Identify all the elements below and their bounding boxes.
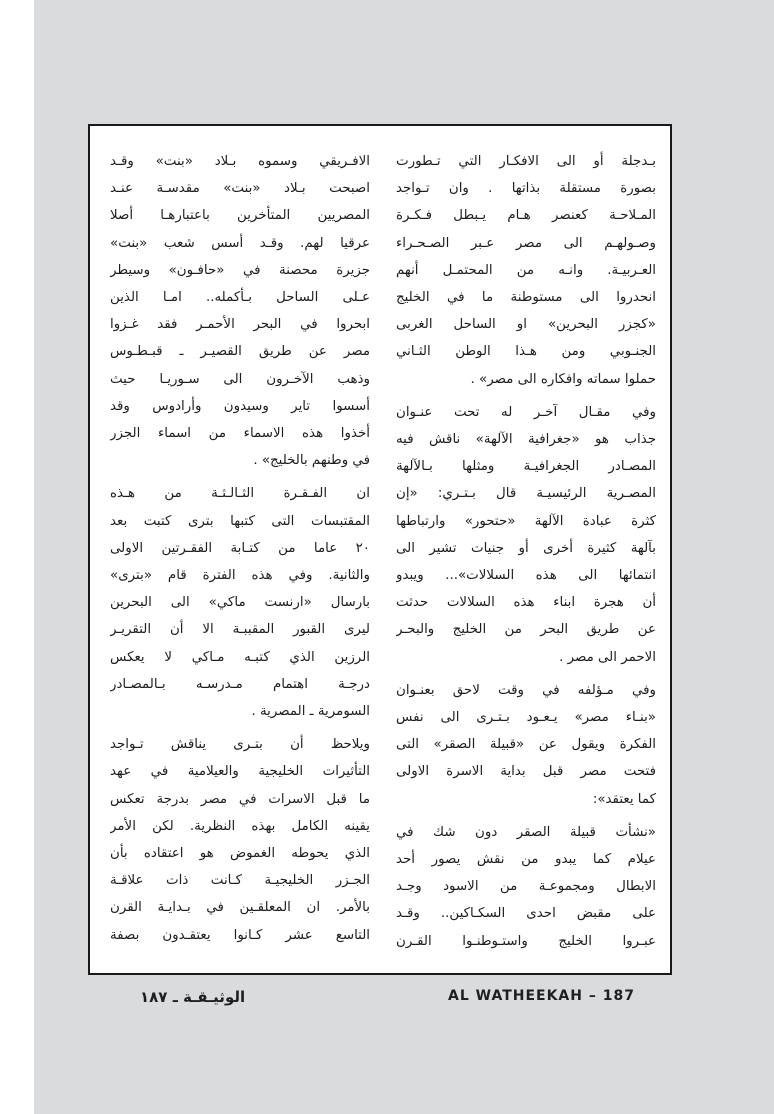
- text-line: جذاب هو «جغرافية الآلهة» ناقش فيه: [396, 432, 656, 448]
- text-line: في وطنهم بالخليج» .: [253, 453, 370, 469]
- text-line: اصبحت بـلاد «بنت» مقدسـة عنـد: [110, 181, 370, 197]
- text-line: كما يعتقد»:: [592, 791, 656, 807]
- text-line: أن هجرة ابناء هذه السلالات حدثت: [396, 595, 656, 611]
- text-line: يقينه الكامل بهذه النظرية. لكن الأمر: [110, 818, 370, 834]
- footer-arabic-page-label: الوثيـقـة ـ ١٨٧: [140, 988, 246, 1006]
- article-frame: [88, 124, 672, 975]
- text-line: المصـادر الجغرافيـة ومثلها بـالآلهة: [396, 459, 656, 475]
- text-line: بـدجلة أو الى الافكـار التي تـطورت: [396, 154, 656, 169]
- text-line: ما قبل الاسرات في مصر بدرجة تعكس: [110, 791, 370, 807]
- text-line: انتمائها الى هذه السلالات»... ويبدو: [396, 568, 656, 584]
- article-column-right: [396, 148, 656, 955]
- text-line: السومرية ـ المصرية .: [251, 704, 370, 720]
- text-line: المصـرية الرئيسيـة قال بـتـري: «إن: [396, 486, 656, 502]
- text-line: «كجزر البحرين» او الساحل الغربى: [396, 317, 656, 333]
- text-line: المـلاحـة كعنصر هـام يـبطل فـكـرة: [396, 208, 656, 224]
- text-line: حملوا سماته وافكاره الى مصر» .: [470, 371, 656, 387]
- text-line: الذي يحوطه الغموض هو اعتقاده بأن: [110, 846, 370, 862]
- text-line: فتحت مصر قبل بداية الاسرة الاولى: [396, 764, 656, 780]
- text-line: عرقيا لهم. وقـد أسس شعب «بنت»: [110, 235, 370, 251]
- text-line: ان الفـقـرة الثـالـثـة من هـذه: [110, 486, 370, 502]
- text-line: الرزين الذي كتبـه مـاكي لا يعكس: [110, 649, 370, 665]
- text-line: عيلام كما يبدو من نقش يصور أحد: [396, 852, 656, 868]
- text-line: أسسوا تاير وسيدون وأرادوس وقد: [110, 398, 370, 414]
- text-line: المصريين المتأخرين باعتبارهـا أصلا: [110, 208, 370, 224]
- text-line: ويلاحظ أن بتـرى يناقش تـواجد: [110, 737, 370, 753]
- text-line: عبـروا الخليج واستـوطنـوا القـرن: [396, 933, 656, 949]
- text-line: التأثيرات الخليجية والعيلامية في عهد: [110, 764, 370, 780]
- text-line: بالأمر. ان المعلقـين في بـدايـة القرن: [110, 900, 370, 916]
- text-line: درجـة اهتمام مـدرسـه بـالمصـادر: [110, 676, 370, 692]
- text-line: وصـولهـم الى مصر عـبر الصـحـراء: [396, 235, 656, 251]
- text-line: جزيرة محصنة في «حافـون» وسيطر: [110, 262, 370, 278]
- text-line: انحدروا الى مستوطنة ما في الخليج: [396, 290, 656, 306]
- text-line: ابحروا في البحر الأحمـر فقد غـزوا: [110, 317, 370, 333]
- text-line: بآلهة كثيرة أخرى أو جنيات تشير الى: [396, 540, 656, 556]
- text-line: كثرة عبادة الآلهة «حتحور» وارتباطها: [396, 513, 656, 529]
- text-line: التاسع عشر كـانوا يعتقـدون بصفة: [110, 927, 370, 943]
- text-line: المقتبسات التى كتبها بترى كتبت بعد: [110, 513, 370, 529]
- text-line: بارسال «ارنست ماكي» الى البحرين: [110, 595, 370, 611]
- footer-latin-page-label: AL WATHEEKAH – 187: [448, 988, 635, 1004]
- text-line: أخذوا هذه الاسماء من اسماء الجزر: [110, 426, 370, 442]
- text-line: «بنـاء مصر» يـعـود بـتـرى الى نفس: [396, 710, 656, 726]
- text-line: الابطال ومجموعـة من الاسود وجـد: [396, 879, 656, 895]
- text-line: عن طريق البحر من الخليج والبحـر: [396, 622, 656, 638]
- text-line: ليرى القبور المقببـة الا أن التقريـر: [110, 622, 370, 638]
- text-line: العـربيـة. وانـه من المحتمـل أنهم: [396, 262, 656, 278]
- text-line: الفكرة ويقول عن «قبيلة الصقر» التى: [396, 737, 656, 753]
- text-line: الجنـوبي ومن هـذا الوطن الثـاني: [396, 344, 656, 360]
- text-line: «نشأت قبيلة الصقر دون شك في: [396, 824, 656, 840]
- text-line: الاحمر الى مصر .: [559, 649, 656, 665]
- scan-margin: [0, 0, 34, 1114]
- text-line: وفي مقـال آخـر له تحت عنـوان: [396, 404, 656, 420]
- text-line: عـلى الساحل بـأكمله.. امـا الذين: [110, 290, 370, 306]
- text-line: وفي مـؤلفه في وقت لاحق بعنـوان: [396, 682, 656, 698]
- text-line: وذهب الآخـرون الى سـوريـا حيث: [110, 371, 370, 387]
- text-line: مصر عن طريق القصيـر ـ قبـطـوس: [110, 344, 370, 360]
- text-line: والثانية. وفي هذه الفترة قام «بترى»: [110, 568, 370, 584]
- article-column-left: [110, 148, 370, 949]
- text-line: الافـريقي وسموه بـلاد «بنت» وقـد: [110, 154, 370, 169]
- text-line: ٢٠ عاما من كتـابة الفقـرتين الاولى: [110, 540, 370, 556]
- text-line: على مقبض احدى السكـاكين.. وقـد: [396, 906, 656, 922]
- text-line: الجـزر الخليجيـة كـانت ذات علاقـة: [110, 873, 370, 889]
- text-line: بصورة مستقلة بذاتها . وان تـواجد: [396, 181, 656, 197]
